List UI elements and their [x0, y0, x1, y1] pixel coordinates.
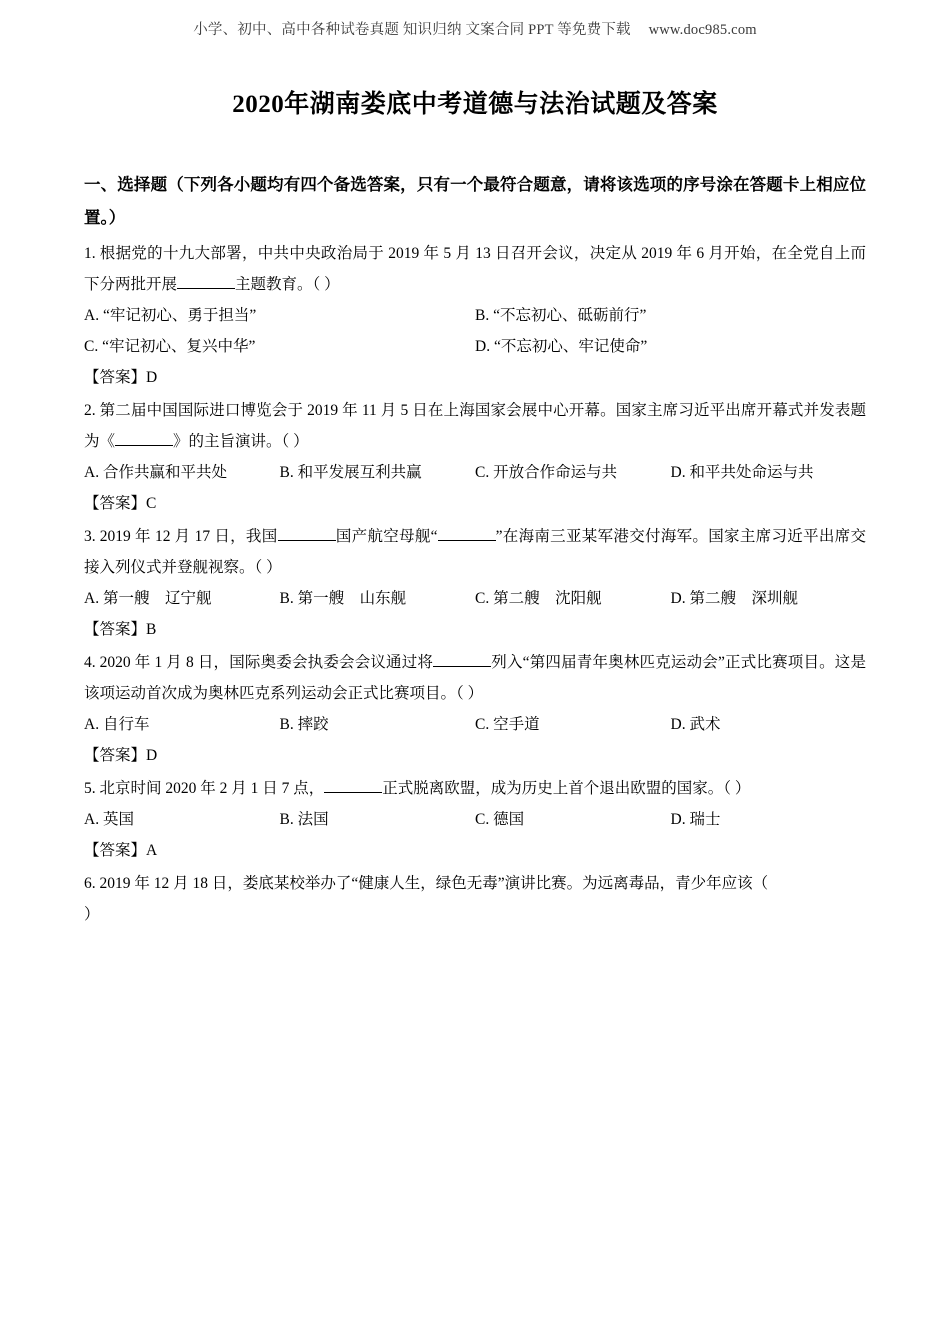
- options-row: [84, 457, 866, 488]
- question-stem: [84, 521, 866, 583]
- question-stem-part2: 正式脱离欧盟，成为历史上首个退出欧盟的国家。（ ）: [382, 780, 751, 797]
- question-stem-part2: 》的主旨演讲。（ ）: [173, 433, 309, 450]
- answer-label: 【答案】: [84, 369, 147, 386]
- watermark-banner: [0, 0, 950, 39]
- option-c[interactable]: C. 德国: [475, 811, 525, 828]
- question-stem-part2: 列入“第四届青年奥林匹克运动会”正式比赛项目。这是该项运动首次成为奥林匹克系列运动会正式比赛项目。（ ）: [84, 654, 866, 702]
- options-row: [84, 709, 866, 740]
- question-stem-part2: 主题教育。（ ）: [235, 276, 340, 293]
- page-title: 2020年湖南娄底中考道德与法治试题及答案: [232, 91, 718, 118]
- fill-blank: [278, 540, 336, 541]
- question-stem-part2: ）: [84, 906, 100, 923]
- option-b[interactable]: B. 和平发展互利共赢: [279, 464, 422, 481]
- option-a[interactable]: A. 第一艘 辽宁舰: [84, 590, 212, 607]
- question-6: [84, 868, 866, 930]
- watermark-text: 小学、初中、高中各种试卷真题 知识归纳 文案合同 PPT 等免费下载: [193, 22, 631, 38]
- question-stem: [84, 773, 866, 804]
- option-b[interactable]: B. 法国: [279, 811, 329, 828]
- question-stem: [84, 238, 866, 300]
- option-b[interactable]: B. 摔跤: [279, 716, 329, 733]
- question-stem-part2: 国产航空母舰“: [335, 528, 438, 545]
- fill-blank: [177, 288, 235, 289]
- answer-line: [84, 362, 866, 393]
- question-stem-part1: 3. 2019 年 12 月 17 日，我国: [84, 528, 278, 545]
- question-stem-part3: ”在海南三亚某军港交付海军。国家主席习近平出席交接入列仪式并登舰视察。（ ）: [84, 528, 866, 576]
- answer-label: 【答案】: [84, 747, 147, 764]
- option-a[interactable]: A. “牢记初心、勇于担当”: [84, 307, 257, 324]
- fill-blank: [115, 445, 173, 446]
- option-c[interactable]: C. 开放合作命运与共: [475, 464, 618, 481]
- option-d[interactable]: D. 武术: [670, 716, 721, 733]
- option-a[interactable]: A. 合作共赢和平共处: [84, 464, 227, 481]
- question-stem-part1: 1. 根据党的十九大部署，中共中央政治局于 2019 年 5 月 13 日召开会议，决定从 2019 年 6 月开始，在全党自上而下分两批开展: [84, 245, 866, 293]
- document-content: [0, 168, 950, 930]
- option-d[interactable]: D. “不忘初心、牢记使命”: [475, 338, 648, 355]
- fill-blank: [438, 540, 496, 541]
- answer-label: 【答案】: [84, 495, 147, 512]
- answer-line: [84, 614, 866, 645]
- answer-value: B: [146, 621, 157, 638]
- option-c[interactable]: C. 第二艘 沈阳舰: [475, 590, 602, 607]
- option-a[interactable]: A. 英国: [84, 811, 134, 828]
- question-2: [84, 395, 866, 519]
- answer-label: 【答案】: [84, 842, 147, 859]
- question-stem: [84, 395, 866, 457]
- question-4: [84, 647, 866, 771]
- answer-line: [84, 740, 866, 771]
- answer-value: C: [146, 495, 157, 512]
- answer-line: [84, 488, 866, 519]
- option-d[interactable]: D. 瑞士: [670, 811, 721, 828]
- option-b[interactable]: B. 第一艘 山东舰: [279, 590, 407, 607]
- question-stem-part1: 2. 第二届中国国际进口博览会于 2019 年 11 月 5 日在上海国家会展中心开幕。国家主席习近平出席开幕式并发表题为《: [84, 402, 866, 450]
- question-1: [84, 238, 866, 393]
- section-heading: 一、选择题（下列各小题均有四个备选答案，只有一个最符合题意，请将该选项的序号涂在答题卡上相应位置。）: [84, 175, 866, 227]
- option-b[interactable]: B. “不忘初心、砥砺前行”: [475, 307, 647, 324]
- option-d[interactable]: D. 第二艘 深圳舰: [670, 590, 798, 607]
- answer-line: [84, 835, 866, 866]
- answer-value: D: [146, 369, 158, 386]
- option-c[interactable]: C. 空手道: [475, 716, 540, 733]
- watermark-site: www.doc985.com: [648, 22, 757, 38]
- answer-value: D: [146, 747, 158, 764]
- answer-value: A: [146, 842, 158, 859]
- question-stem: [84, 647, 866, 709]
- option-c[interactable]: C. “牢记初心、复兴中华”: [84, 338, 256, 355]
- question-5: [84, 773, 866, 866]
- question-stem-part1: 4. 2020 年 1 月 8 日，国际奥委会执委会会议通过将: [84, 654, 434, 671]
- question-stem: [84, 868, 866, 930]
- answer-label: 【答案】: [84, 621, 147, 638]
- options-row: [84, 300, 866, 331]
- question-stem-part1: 6. 2019 年 12 月 18 日，娄底某校举办了“健康人生，绿色无毒”演讲比赛。为远离毒品，青少年应该（: [84, 875, 769, 892]
- fill-blank: [433, 666, 491, 667]
- option-a[interactable]: A. 自行车: [84, 716, 150, 733]
- question-stem-part1: 5. 北京时间 2020 年 2 月 1 日 7 点，: [84, 780, 325, 797]
- options-row: [84, 804, 866, 835]
- option-d[interactable]: D. 和平共处命运与共: [670, 464, 814, 481]
- fill-blank: [324, 792, 382, 793]
- question-3: [84, 521, 866, 645]
- options-row: [84, 331, 866, 362]
- options-row: [84, 583, 866, 614]
